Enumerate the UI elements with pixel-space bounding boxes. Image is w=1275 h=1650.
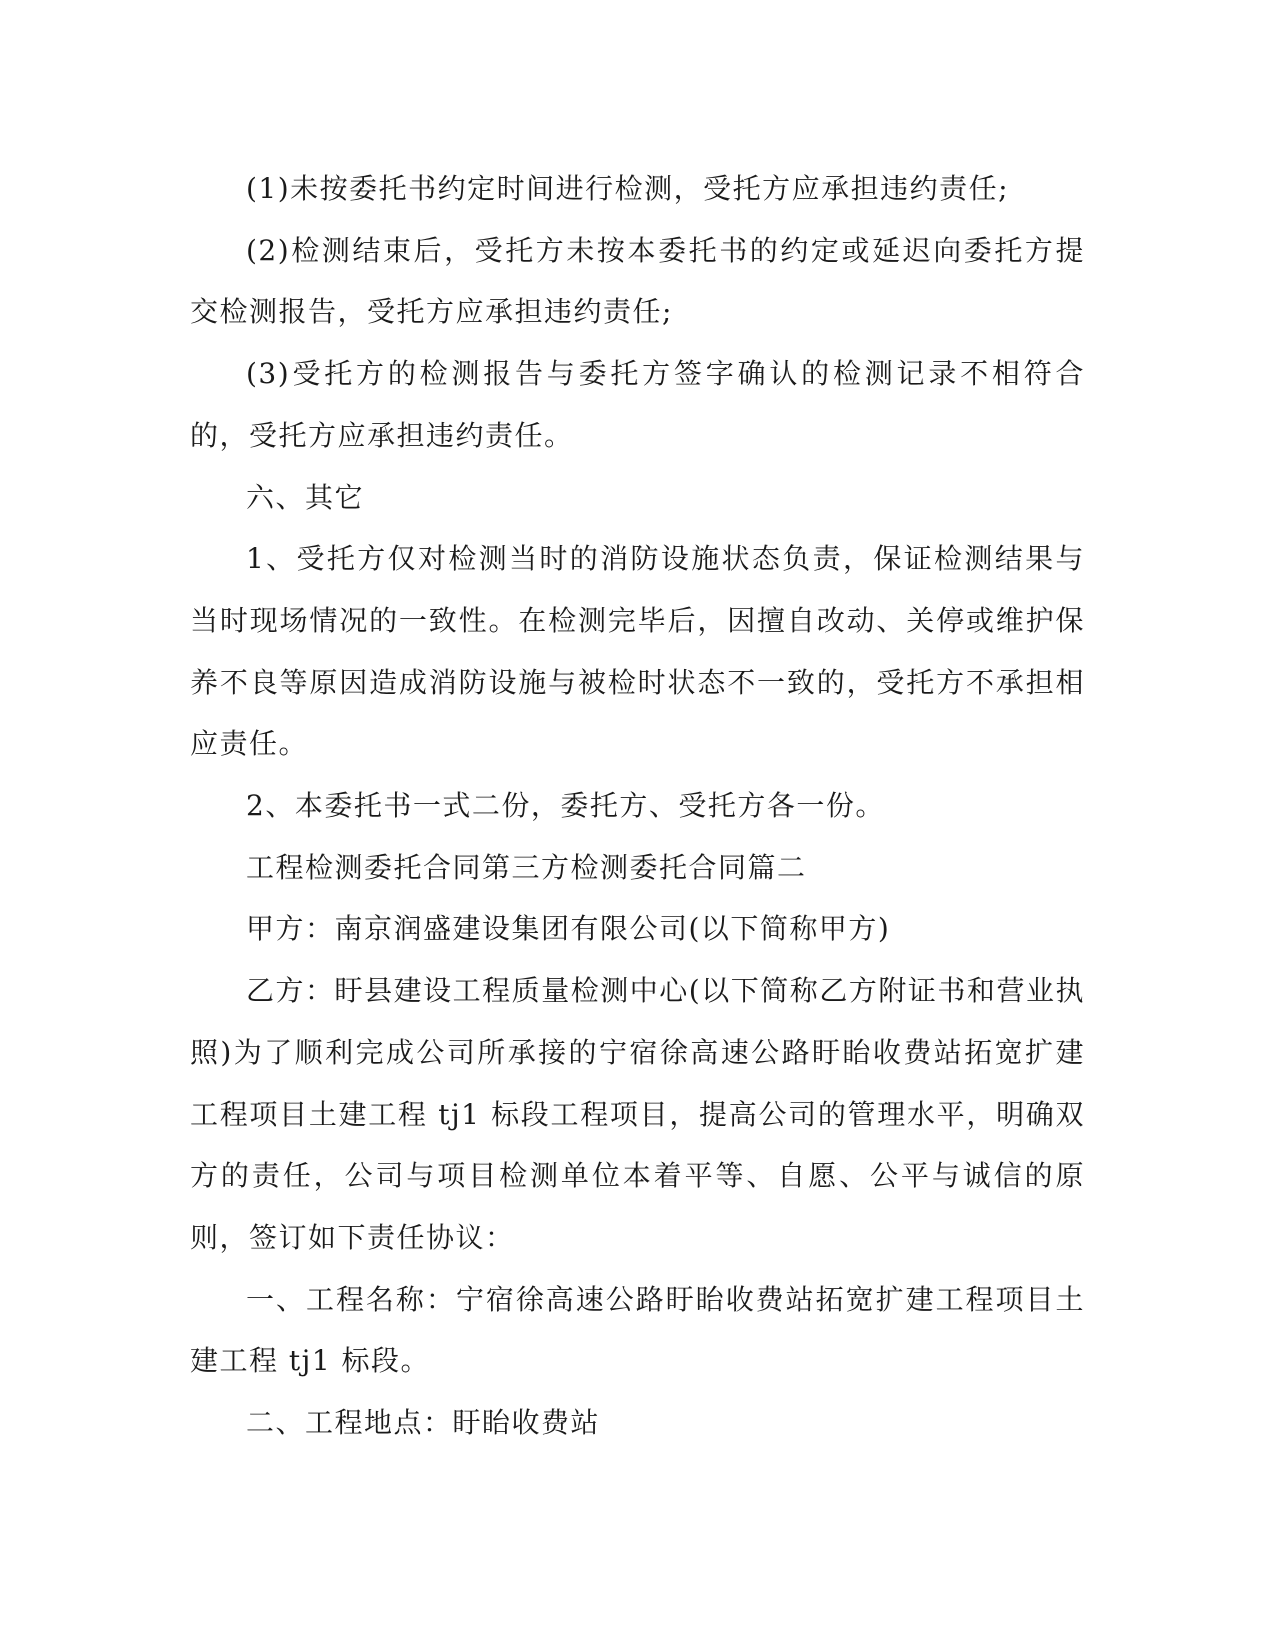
clause-paragraph: (1)未按委托书约定时间进行检测，受托方应承担违约责任; [246, 172, 1010, 205]
party-b: 乙方：盱县建设工程质量检测中心(以下简称乙方附证书和营业执照)为了顺利完成公司所承接的宁宿徐高速公路盱眙收费站拓宽扩建工程项目土建工程 tj1 标段工程项目，提高公司的管理水平，明确双方的责任，公司与项目检测单位本着平等、自愿、公平与诚信的原则，签订如下责任协议： [190, 974, 1085, 1254]
section-heading: 六、其它 [246, 480, 365, 514]
project-name: 一、工程名称：宁宿徐高速公路盱眙收费站拓宽扩建工程项目土建工程 tj1 标段。 [190, 1282, 1085, 1378]
document-body [190, 158, 1085, 1454]
clause-paragraph: (3)受托方的检测报告与委托方签字确认的检测记录不相符合的，受托方应承担违约责任。 [190, 357, 1085, 452]
clause-paragraph: 1、受托方仅对检测当时的消防设施状态负责，保证检测结果与当时现场情况的一致性。在检测完毕后，因擅自改动、关停或维护保养不良等原因造成消防设施与被检时状态不一致的，受托方不承担相应责任。 [190, 542, 1085, 761]
clause-paragraph: 2、本委托书一式二份，委托方、受托方各一份。 [246, 789, 885, 823]
contract-title: 工程检测委托合同第三方检测委托合同篇二 [246, 850, 807, 884]
clause-paragraph: (2)检测结束后，受托方未按本委托书的约定或延迟向委托方提交检测报告，受托方应承担违约责任; [190, 233, 1085, 329]
project-location: 二、工程地点：盱眙收费站 [246, 1406, 601, 1440]
party-a: 甲方：南京润盛建设集团有限公司(以下简称甲方) [246, 912, 891, 946]
